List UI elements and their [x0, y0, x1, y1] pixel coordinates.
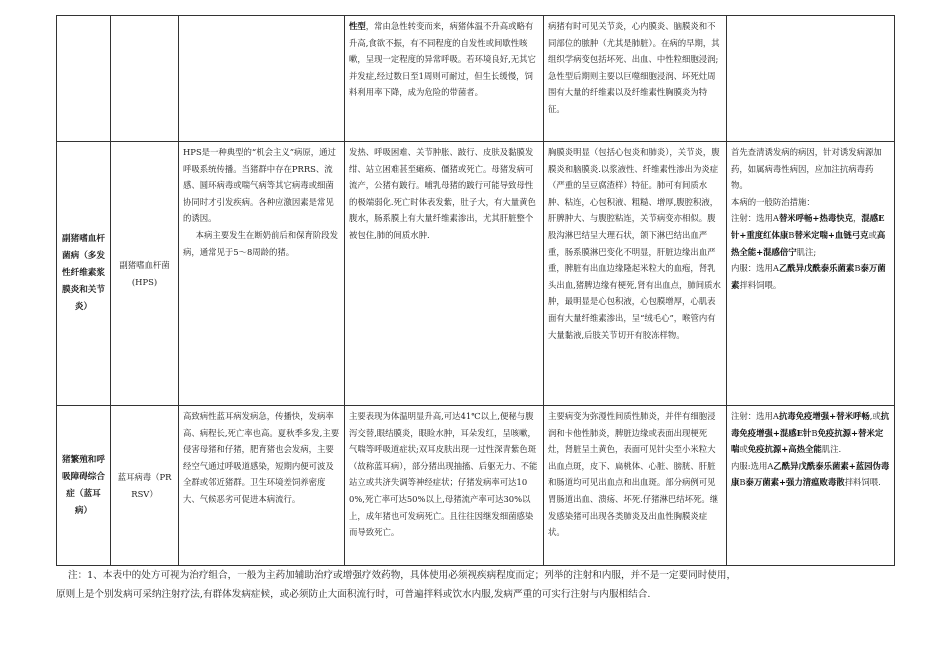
lesions-cell — [544, 406, 727, 566]
epidemiology-cell — [179, 16, 345, 142]
pathogen-cell — [111, 406, 179, 566]
symptoms-cell — [345, 142, 544, 406]
pathogen-name: 副猪嗜血杆菌(HPS) — [119, 259, 170, 287]
symptoms-cell — [345, 16, 544, 142]
table-row — [57, 406, 895, 566]
footnote-line: 注：1、本表中的处方可视为治疗组合，一般为主药加辅助治疗或增强疗效药物，具体使用必须视疾病程度而定；列举的注射和内服，并不是一定要同时使用， — [68, 570, 737, 581]
disease-name: 猪繁殖和呼吸障碍综合症（蓝耳病） — [62, 454, 105, 516]
treatment-cell — [727, 142, 895, 406]
epidemiology-cell — [179, 142, 345, 406]
disease-table — [56, 15, 895, 566]
disease-name-cell — [57, 406, 111, 566]
pathogen-cell — [111, 142, 179, 406]
lesions-text: 主要病变为弥漫性间质性肺炎，并伴有细胞浸润和卡他性肺炎，脾脏边缘或表面出现梗死灶，肾脏呈土黄色，表面可见针尖至小米粒大出血点斑，皮下、扁桃体、心脏、膀胱、肝脏和肠道均可见出血点和出血斑。部分病例可见胃肠道出血、溃疡、坏死.仔猪淋巴结坏死。继发感染猪可出现各类肺炎及出血性胸膜炎症状。 — [548, 411, 719, 538]
symptoms-text: 性型，常由急性转变而来，病猪体温不升高或略有升高,食欲不振，有不同程度的自发性或间歇性咳嗽，呈现一定程度的异常呼吸。若环境良好,无其它并发症,经过数日至1周则可耐过，但生长缓慢，饲料利用率下降，成为危险的带菌者。 — [349, 21, 536, 98]
symptoms-cell — [345, 406, 544, 566]
pathogen-name: 蓝耳病毒（PRRSV） — [117, 471, 172, 499]
epidemiology-paragraph: HPS是一种典型的“机会主义”病原，通过呼吸系统传播。当猪群中存在PRRS、流感、圆环病毒或喘气病等其它病毒或细菌协同时才引发疾病。各种应激因素是常见的诱因。 — [183, 147, 336, 224]
epidemiology-paragraph: 高致病性蓝耳病发病急，传播快，发病率高、病程长,死亡率也高。夏秋季多发,主要侵害母猪和仔猪，肥育猪也会发病，主要经空气通过呼吸道感染，短期内便可波及全群或邻近猪群。卫生环境差饲养密度大、气候恶劣可促进本病流行。 — [183, 411, 340, 504]
footnote — [56, 567, 896, 604]
treatment-cell — [727, 406, 895, 566]
treatment-oral: 内服：选用A乙酰异戊酰泰乐菌素B泰万菌素拌料饲喂。 — [731, 263, 886, 290]
lesions-text: 胸膜炎明显（包括心包炎和肺炎），关节炎，腹膜炎和脑膜炎.以浆液性、纤维素性渗出为炎症（严重的呈豆腐渣样）特征。肺可有间质水肿、粘连，心包积液、粗糙、增厚,腹腔积液，肝脾肿大、与腹腔粘连，关节病变亦相似。腹股沟淋巴结呈大理石状，颌下淋巴结出血严重，肠系膜淋巴变化不明显，肝脏边缘出血严重，脾脏有出血边缘隆起米粒大的血疱，肾乳头出血,猪脾边缘有梗死,肾有出血点，肺间质水肿，最明显是心包积液，心包膜增厚，心肌表面有大量纤维素渗出，呈“绒毛心”，喉管内有大量黏液,后肢关节切开有胶冻样物。 — [548, 147, 721, 340]
symptoms-text: 主要表现为体温明显升高,可达41℃以上,便秘与腹泻交替,眼结膜炎，眼睑水肿，耳朵发红，呈咳嗽，气喘等呼吸道症状;双耳皮肤出现一过性深青紫色斑（故称蓝耳病），部分猪出现抽搐、后躯无力、不能站立或共济失调等神经症状；仔猪发病率可达100%,死亡率可达50%以上,母猪流产率可达30%以上，成年猪也可发病死亡。且往往因继发细菌感染而导致死亡。 — [349, 411, 538, 538]
lesions-cell — [544, 16, 727, 142]
disease-name-cell — [57, 142, 111, 406]
lesions-cell — [544, 142, 727, 406]
lesions-text: 病猪有时可见关节炎，心内膜炎、脑膜炎和不同部位的脓肿（尤其是肺脏）。在病的早期，其组织学病变包括坏死、出血、中性粒细胞浸润;急性型后期则主要以巨噬细胞浸润、坏死灶周围有大量的纤维素以及纤维素性胸膜炎为特征。 — [548, 21, 720, 114]
symptoms-text: 发热、呼吸困难、关节肿胀、跛行、皮肤及黏膜发绀、站立困难甚至瘫痪、僵猪或死亡。母猪发病可流产，公猪有跛行。哺乳母猪的跛行可能导致母性的极端弱化.死亡时体表发紫，肚子大，有大量黄色腹水，肠系膜上有大量纤维素渗出，尤其肝脏整个被包住,肺的间质水肿. — [349, 147, 536, 240]
treatment-oral: 内服:选用A乙酰异戊酰泰乐菌素+蓝园伪毒康B泰万菌素+强力清瘟败毒散拌料饲喂. — [731, 460, 890, 488]
pathogen-cell — [111, 16, 179, 142]
disease-name-cell — [57, 16, 111, 142]
disease-name: 副猪嗜血杆菌病（多发性纤维素浆膜炎和关节炎） — [62, 234, 105, 312]
disease-table-container — [56, 15, 894, 566]
table-row — [57, 16, 895, 142]
treatment-injection: 注射：选用A替米呼畅+热毒快克，混感E针+重度红体康B替米定喘+血链弓克或高热全能+混感倍宁肌注; — [731, 213, 886, 257]
footnote-line: 原则上是个别发病可采纳注射疗法,有群体发病症候，或必须防止大面积流行时，可普遍拌料或饮水内服,发病严重的可实行注射与内服相结合. — [56, 588, 651, 600]
epidemiology-paragraph: 本病主要发生在断奶前后和保育阶段发病，通常见于5～8周龄的猪。 — [183, 229, 338, 257]
table-row — [57, 142, 895, 406]
treatment-line: 首先查清诱发病的病因，针对诱发病源加药，如属病毒性病因，应加注抗病毒药物。 — [731, 147, 882, 191]
treatment-line: 本病的一般防治措施： — [731, 196, 815, 207]
epidemiology-cell — [179, 406, 345, 566]
treatment-cell — [727, 16, 895, 142]
treatment-injection: 注射：选用A抗毒免疫增强+替米呼畅,或抗毒免疫增强+混感E针B免疫抗源+替米定喘或免疫抗源+高热全能肌注. — [731, 411, 890, 455]
